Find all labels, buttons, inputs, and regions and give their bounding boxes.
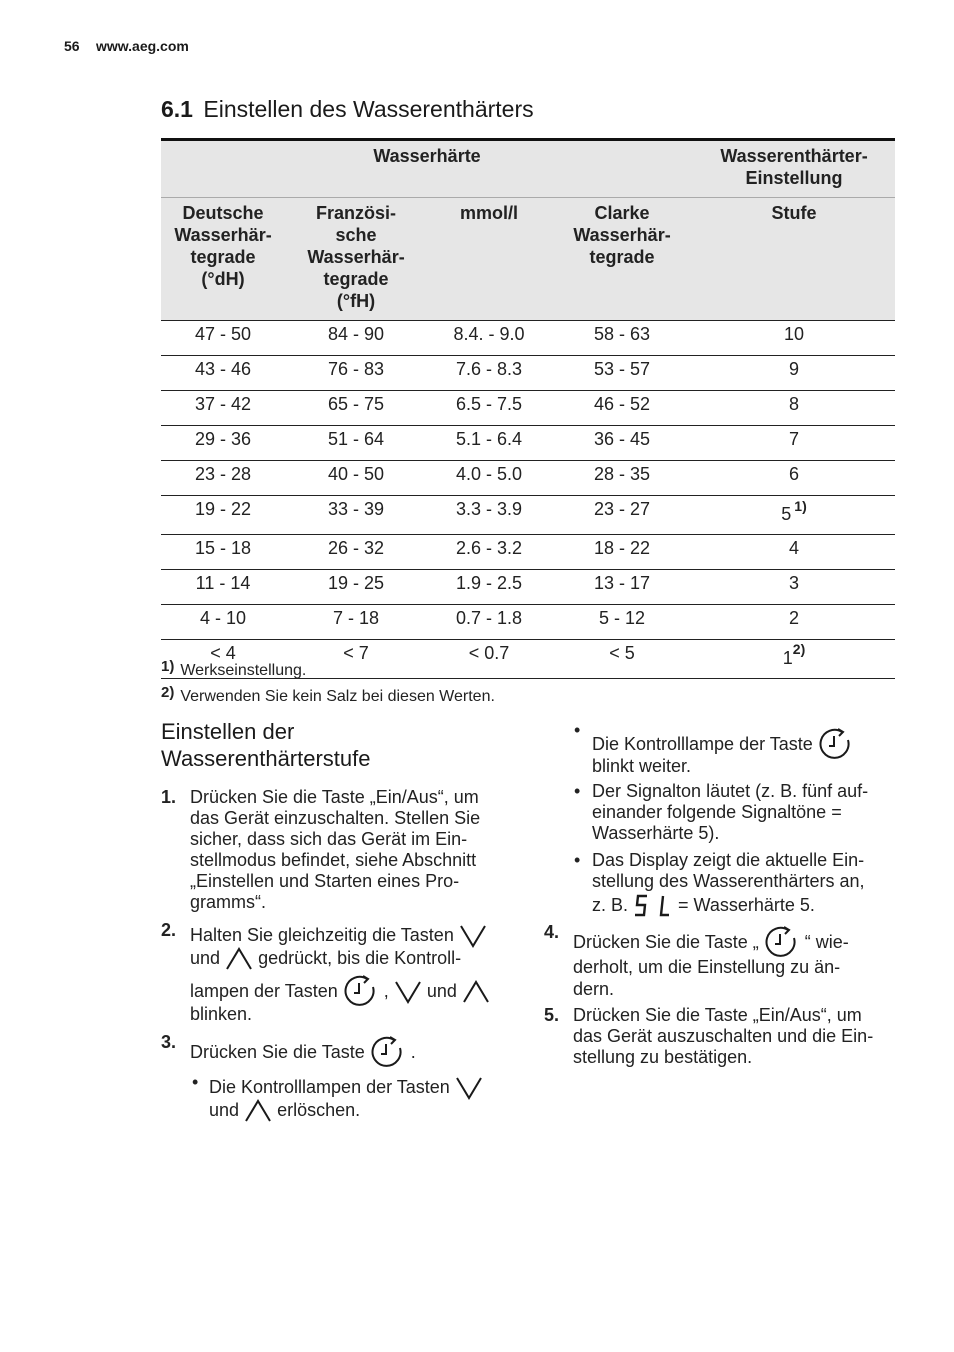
timer-icon [370,1036,406,1070]
step-line: Drücken Sie die Taste „Ein/Aus“, um [573,1005,862,1025]
column-header [693,198,895,321]
footnote-1 [161,658,307,680]
hardness-cell [427,391,551,426]
column-header-line: Wasserhär- [573,225,671,245]
step-line: Wasserhärte 5). [592,823,720,843]
step-text: und [209,1099,240,1120]
cell-value: 7.6 - 8.3 [455,359,523,379]
column-header-line: Wasserhär- [307,247,405,267]
cell-value: 19 - 22 [194,499,252,519]
column-header [161,198,285,321]
hardness-cell [285,426,427,461]
level-cell [693,570,895,605]
cont-bullet-2 [592,781,892,844]
bullet-dot: • [192,1072,199,1092]
step-line: stellung des Wasserenthärters an, [592,871,865,891]
step-text: z. B. [592,894,629,915]
display-5L-icon [633,894,673,918]
column-header [427,198,551,321]
hardness-cell [427,535,551,570]
column-header-line: (°dH) [201,269,245,289]
bullet-dot: • [574,850,581,870]
step-text: gedrückt, bis die Kontroll- [258,947,462,968]
hardness-cell [161,570,285,605]
step-3-line-1 [190,1036,416,1070]
step-2-line-4: blinken. [190,1004,253,1024]
step-text: . [410,1041,416,1062]
cell-value: 8 [789,394,800,414]
step-2-line-2 [190,946,461,972]
hardness-cell [161,426,285,461]
step-line: Der Signalton läutet (z. B. fünf auf- [592,781,869,801]
hardness-cell [427,570,551,605]
cell-value: 29 - 36 [194,429,252,449]
level-cell [693,605,895,640]
cell-value: 76 - 83 [327,359,385,379]
level-cell [693,356,895,391]
footnote-2 [161,684,495,706]
hardness-cell [285,391,427,426]
cell-value: 36 - 45 [593,429,651,449]
step-line: Drücken Sie die Taste „Ein/Aus“, um [190,787,479,807]
group-header-hardness: Wasserhärte [161,140,693,198]
cell-value: 53 - 57 [593,359,651,379]
step-4-line-3: dern. [573,979,615,999]
cell-value: 46 - 52 [593,394,651,414]
cell-value: 1 [782,648,793,668]
hardness-cell [161,321,285,356]
chevron-up-icon [462,979,490,1005]
hardness-cell [551,605,693,640]
cell-value: 10 [784,324,805,344]
step-line: das Gerät einzuschalten. Stellen Sie [190,808,481,828]
cell-value: 2 [789,608,800,628]
hardness-cell [161,535,285,570]
column-header-line: Wasserhär- [174,225,272,245]
chevron-down-icon [459,923,487,949]
cell-value: 13 - 17 [593,573,651,593]
footnote-text: Verwenden Sie kein Salz bei diesen Werten. [180,688,495,705]
level-cell [693,391,895,426]
timer-icon [818,728,854,762]
website: www.aeg.com [96,38,189,54]
step-line: stellung zu bestätigen. [573,1047,753,1067]
step-text: Drücken Sie die Taste [190,1041,365,1062]
table-row [161,496,895,535]
hardness-cell [161,605,285,640]
step-text: und [426,980,457,1001]
level-cell [693,496,895,535]
cell-value: 8.4. - 9.0 [453,324,525,344]
table-row [161,356,895,391]
cell-value: 1.9 - 2.5 [455,573,523,593]
step-number: 3. [161,1032,177,1052]
bullet-dot: • [574,720,581,740]
hardness-cell [551,321,693,356]
section-title-text: Einstellen des Wasserenthärters [203,96,534,122]
step-text: Drücken Sie die Taste „ [573,931,759,952]
group-header-softener [693,140,895,198]
step-line: sicher, dass sich das Gerät im Ein- [190,829,468,849]
column-header [285,198,427,321]
table-row [161,461,895,496]
cell-value: 0.7 - 1.8 [455,608,523,628]
cell-value: 33 - 39 [327,499,385,519]
hardness-cell [161,461,285,496]
column-header-line: (°fH) [336,291,376,311]
hardness-cell [551,640,693,679]
step-line: stellmodus befindet, siehe Abschnitt [190,850,477,870]
subsection-title [161,718,501,772]
hardness-cell [427,605,551,640]
column-header-line: sche [335,225,377,245]
step-line: „Einstellen und Starten eines Pro- [190,871,460,891]
cell-value: 23 - 27 [593,499,651,519]
column-header-line: Stufe [771,203,817,223]
column-header-line: Französi- [315,203,396,223]
column-header-line: tegrade [323,269,389,289]
cell-value: 26 - 32 [327,538,385,558]
hardness-cell [427,461,551,496]
hardness-cell [285,535,427,570]
hardness-cell [285,570,427,605]
step-5-text [573,1005,903,1068]
footnote-mark: 1) [161,658,175,675]
footnote-mark: 2) [161,684,175,701]
cont-bullet-3 [592,850,892,918]
step-1-text [190,787,520,913]
timer-icon [764,926,800,960]
hardness-cell [551,426,693,461]
column-header-line: mmol/l [459,203,518,223]
level-cell [693,321,895,356]
cell-value: 15 - 18 [194,538,252,558]
group-header-softener-line1: Wasserenthärter- [720,146,868,166]
step-number: 5. [544,1005,560,1025]
cell-value: 37 - 42 [194,394,252,414]
cell-value: 4 [789,538,800,558]
chevron-up-icon [244,1098,272,1124]
hardness-cell [551,535,693,570]
hardness-cell [285,356,427,391]
step-line [592,894,892,918]
cell-value: 84 - 90 [327,324,385,344]
hardness-cell [427,321,551,356]
column-header-line: Clarke [594,203,650,223]
hardness-cell [551,391,693,426]
table-row [161,535,895,570]
step-line: Das Display zeigt die aktuelle Ein- [592,850,865,870]
cell-value: 11 - 14 [195,573,251,593]
level-cell [693,640,895,679]
bullet-dot: • [574,781,581,801]
step-4-line-2: derholt, um die Einstellung zu än- [573,957,841,977]
step-text: erlöschen. [277,1099,361,1120]
cell-value: 58 - 63 [593,324,651,344]
hardness-cell [285,605,427,640]
step-line: einander folgende Signaltöne = [592,802,842,822]
table-row [161,321,895,356]
cell-value: 47 - 50 [194,324,252,344]
step-text: Die Kontrolllampe der Taste [592,733,813,754]
timer-icon [343,975,379,1009]
cell-value: 40 - 50 [327,464,385,484]
footnote-text: Werkseinstellung. [180,662,307,679]
cell-value: 4 - 10 [199,608,247,628]
step-line: das Gerät auszuschalten und die Ein- [573,1026,874,1046]
cell-value: 7 [789,429,800,449]
chevron-up-icon [225,946,253,972]
cell-value: 4.0 - 5.0 [455,464,523,484]
page-number: 56 [64,38,80,54]
hardness-cell [551,356,693,391]
cell-value: 28 - 35 [593,464,651,484]
step-number: 4. [544,922,560,942]
cell-value: 19 - 25 [327,573,385,593]
cell-value: < 7 [343,643,369,663]
step-number: 1. [161,787,177,807]
step-text: lampen der Tasten [190,980,338,1001]
cell-value: 43 - 46 [194,359,252,379]
table-row [161,391,895,426]
column-header-line: tegrade [589,247,655,267]
column-header-line: tegrade [190,247,256,267]
cell-value: 6.5 - 7.5 [455,394,523,414]
hardness-cell [551,496,693,535]
section-number: 6.1 [161,96,193,122]
water-hardness-table [161,138,895,679]
step-number: 2. [161,920,177,940]
table-row [161,426,895,461]
cell-value: 3.3 - 3.9 [455,499,523,519]
hardness-cell [285,321,427,356]
column-header-line: Deutsche [182,203,264,223]
footnote-reference: 2) [792,641,806,657]
step-text: “ wie- [804,931,849,952]
cont-bullet-1-line-2: blinkt weiter. [592,756,692,776]
cell-value: < 5 [609,643,635,663]
hardness-cell [427,640,551,679]
step-text: und [190,947,221,968]
chevron-down-icon [455,1075,483,1101]
step-text: = Wasserhärte 5. [678,894,815,915]
cell-value: 51 - 64 [327,429,385,449]
hardness-cell [427,356,551,391]
cell-value: < 0.7 [468,643,510,663]
hardness-cell [285,461,427,496]
cell-value: 3 [789,573,800,593]
section-title [161,96,534,123]
group-header-softener-line2: Einstellung [745,168,843,188]
column-header [551,198,693,321]
step-4-line-1 [573,926,849,960]
cell-value: 5 - 12 [598,608,646,628]
cell-value: 5 [781,504,792,524]
subsection-title-line2: Wasserenthärterstufe [161,746,371,771]
hardness-cell [427,496,551,535]
hardness-cell [161,391,285,426]
footnote-reference: 1) [794,498,807,514]
hardness-cell [427,426,551,461]
chevron-down-icon [394,979,422,1005]
subsection-title-line1: Einstellen der [161,719,295,744]
level-cell [693,426,895,461]
cell-value: 65 - 75 [327,394,385,414]
cell-value: 23 - 28 [194,464,252,484]
table-row [161,605,895,640]
cell-value: < 4 [210,643,236,663]
hardness-cell [161,356,285,391]
cell-value: 6 [789,464,800,484]
cell-value: 18 - 22 [593,538,651,558]
level-cell [693,461,895,496]
hardness-cell [285,496,427,535]
cell-value: 9 [789,359,800,379]
hardness-cell [551,461,693,496]
cell-value: 5.1 - 6.4 [455,429,523,449]
level-cell [693,535,895,570]
hardness-cell [551,570,693,605]
cell-value: 2.6 - 3.2 [455,538,523,558]
table-row [161,570,895,605]
step-3-bullet-line-2 [209,1098,360,1124]
step-text: Die Kontrolllampen der Tasten [209,1076,450,1097]
step-text: , [383,980,389,1001]
step-line: gramms“. [190,892,266,912]
cell-value: 7 - 18 [332,608,380,628]
hardness-cell [161,496,285,535]
step-text: Halten Sie gleichzeitig die Tasten [190,924,454,945]
